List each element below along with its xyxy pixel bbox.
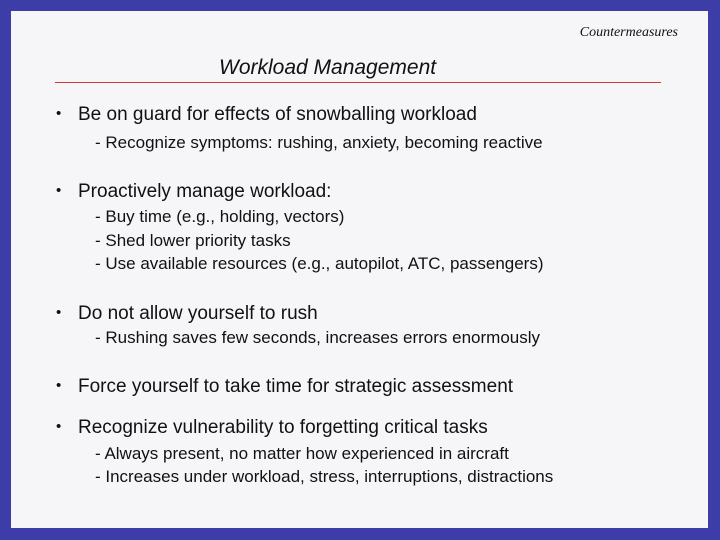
- bullet-dot: •: [56, 304, 62, 321]
- bullet-5: [56, 417, 488, 439]
- sub-item: - Use available resources (e.g., autopilot, ATC, passengers): [95, 254, 544, 273]
- bullet-text: Proactively manage workload:: [78, 181, 332, 202]
- bullet-text: Be on guard for effects of snowballing workload: [78, 104, 477, 125]
- header-label: Countermeasures: [579, 25, 678, 40]
- slide-title: Workload Management: [219, 56, 437, 79]
- bullet-dot: •: [56, 418, 62, 435]
- bullet-text: Recognize vulnerability to forgetting critical tasks: [78, 417, 488, 438]
- sub-item: - Rushing saves few seconds, increases errors enormously: [95, 328, 541, 347]
- title-rule: [55, 82, 661, 83]
- sub-item: - Recognize symptoms: rushing, anxiety, becoming reactive: [95, 133, 543, 152]
- sub-item: - Buy time (e.g., holding, vectors): [95, 207, 345, 226]
- bullet-4: [56, 376, 513, 398]
- slide: [11, 11, 708, 528]
- sub-item: - Increases under workload, stress, interruptions, distractions: [95, 467, 554, 486]
- bullet-dot: •: [56, 377, 62, 394]
- bullet-text: Force yourself to take time for strategic assessment: [78, 376, 514, 397]
- sub-item: - Always present, no matter how experienced in aircraft: [95, 444, 509, 463]
- bullet-2: [56, 181, 331, 203]
- bullet-3: [56, 303, 318, 325]
- bullet-1: [56, 104, 477, 126]
- bullet-dot: •: [56, 182, 62, 199]
- bullet-text: Do not allow yourself to rush: [78, 303, 318, 324]
- sub-item: - Shed lower priority tasks: [95, 231, 291, 250]
- bullet-dot: •: [56, 105, 62, 122]
